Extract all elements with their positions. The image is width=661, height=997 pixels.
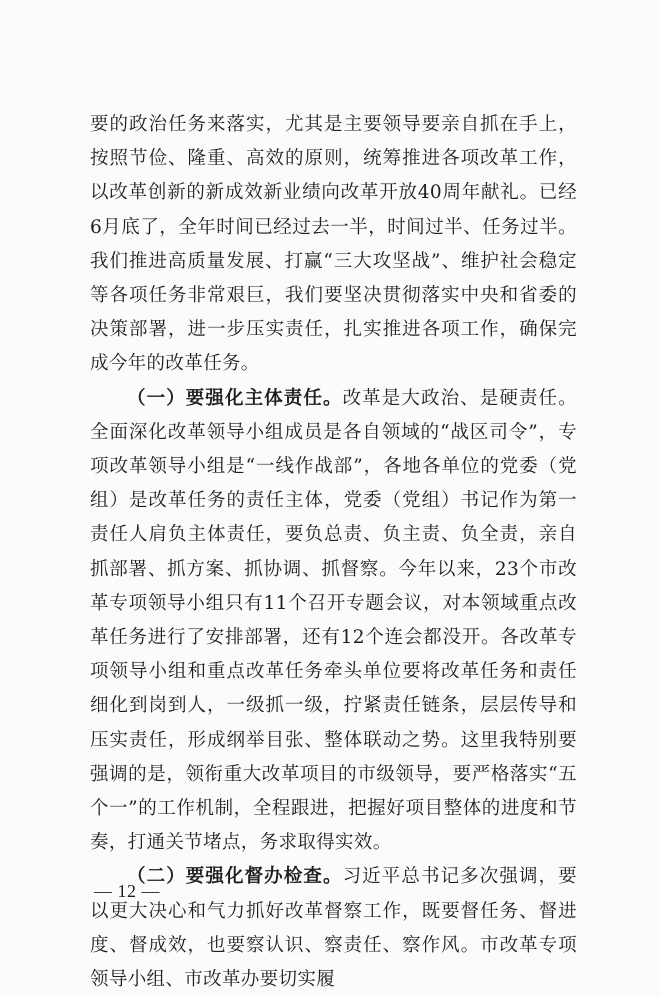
paragraph-supervision-inspection bbox=[90, 860, 577, 997]
paragraph-text: 改革是大政治、是硬责任。全面深化改革领导小组成员是各自领域的“战区司令”，专项改革领导小组是“一线作战部”，各地各单位的党委（党组）是改革任务的责任主体，党委（党组）书记作为第一责任人肩负主体责任，要负总责、负主责、负全责，亲自抓部署、抓方案、抓协调、抓督察。今年以来，23个市改革专项领导小组只有11个召开专题会议，对本领域重点改革任务进行了安排部署，还有12个连会都没开。各改革专项领导小组和重点改革任务牵头单位要将改革任务和责任细化到岗到人，一级抓一级，拧紧责任链条，层层传导和压实责任，形成纲举目张、整体联动之势。这里我特别要强调的是，领衔重大改革项目的市级领导，要严格落实“五个一”的工作机制，全程跟进，把握好项目整体的进度和节奏，打通关节堵点，务求取得实效。 bbox=[90, 387, 577, 854]
section-heading-supervision-inspection: （二）要强化督办检查。 bbox=[127, 866, 343, 888]
paragraph-text: 习近平总书记多次强调，要以更大决心和气力抓好改革督察工作，既要督任务、督进度、督成效，也要察认识、察责任、察作风。市改革专项领导小组、市改革办要切实履 bbox=[90, 866, 577, 991]
paragraph-text: 要的政治任务来落实，尤其是主要领导要亲自抓在手上，按照节俭、隆重、高效的原则，统筹推进各项改革工作，以改革创新的新成效新业绩向改革开放40周年献礼。已经6月底了，全年时间已经过去一半，时间过半、任务过半。我们推进高质量发展、打赢“三大攻坚战”、维护社会稳定等各项任务非常艰巨，我们要坚决贯彻落实中央和省委的决策部署，进一步压实责任，扎实推进各项工作，确保完成今年的改革任务。 bbox=[90, 114, 577, 375]
body-text bbox=[90, 108, 577, 997]
page-number: — 12 — bbox=[94, 881, 160, 901]
section-heading-main-responsibility: （一）要强化主体责任。 bbox=[127, 387, 343, 409]
paragraph-continuation bbox=[90, 108, 577, 382]
paragraph-main-responsibility bbox=[90, 382, 577, 861]
